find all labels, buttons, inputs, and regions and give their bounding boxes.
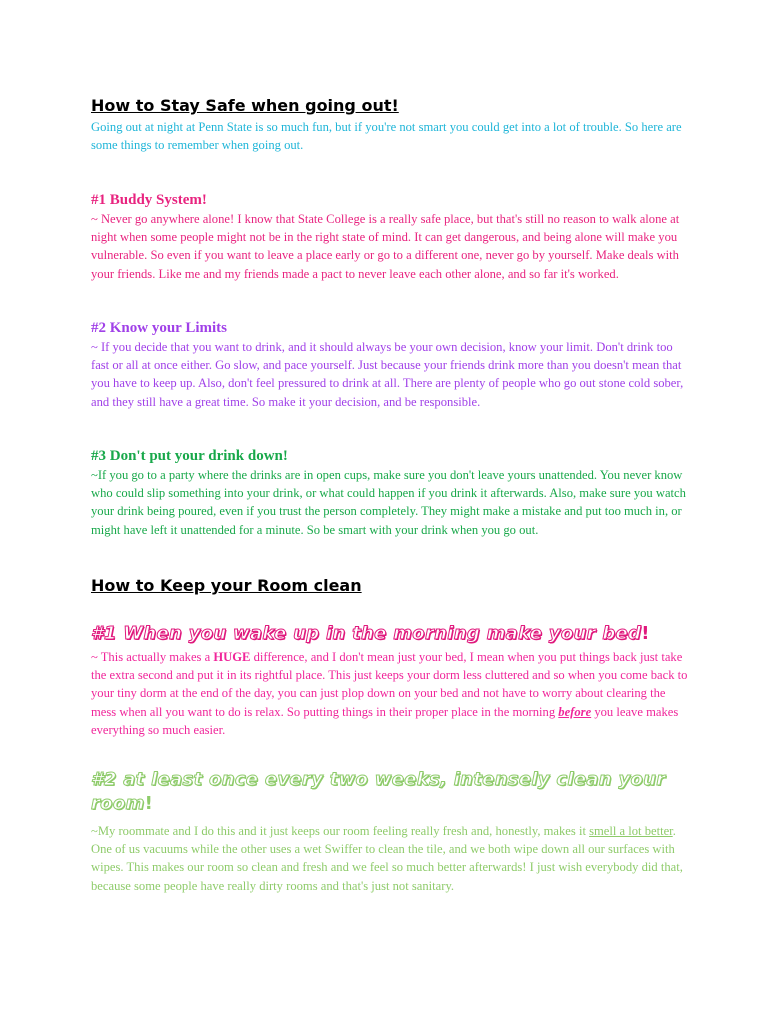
tip-know-limits (91, 319, 691, 411)
section-room (91, 576, 691, 596)
tip-clean-room (91, 768, 691, 895)
intro-paragraph: Going out at night at Penn State is so much fun, but if you're not smart you could get into a lot of trouble. So here are some things to remember when going out. (91, 120, 682, 153)
tip-text-part: difference, and I don't mean just your bed, I mean when you put things back just take the extra second and put it in its rightful place. This just keeps your dorm less cluttered and so when you come back to your tiny dorm at the end of the day, you can just plop down on your bed and not have to worry about clearing the mess when all you want to do is relax. So putting things in their proper place in the morning (91, 650, 688, 719)
tip-make-bed (91, 622, 691, 739)
tip-heading-text: #1 When you wake up in the morning make your bed (91, 623, 642, 644)
section-safety (91, 96, 691, 154)
tip-heading (91, 768, 671, 816)
tip-heading: #3 Don't put your drink down! (91, 448, 288, 464)
emphasis-huge: HUGE (213, 650, 251, 664)
tip-text (91, 648, 691, 739)
tip-text-part: ~My roommate and I do this and it just keeps our room feeling really fresh and, honestly, makes it (91, 824, 590, 838)
tip-text (91, 822, 691, 895)
tip-heading-text: #2 at least once every two weeks, intensely clean your room (91, 769, 666, 814)
tip-heading: #1 Buddy System! (91, 192, 207, 208)
section-title-room: How to Keep your Room clean (91, 576, 362, 595)
tip-heading: #2 Know your Limits (91, 320, 227, 336)
tip-heading (91, 622, 671, 646)
emphasis-before: before (558, 704, 592, 719)
tip-text-part: . One of us vacuums while the other uses a wet Swiffer to clean the tile, and we both wipe down all our surfaces with wipes. This makes our room so clean and fresh and we feel so much better afterwards! I just wish everybody did that, because some people have really dirty rooms and that's just not sanitary. (91, 824, 683, 893)
tip-heading-end: ! (144, 793, 154, 814)
emphasis-smell: smell a lot better (589, 824, 673, 838)
tip-drink-down (91, 447, 691, 539)
tip-text: ~If you go to a party where the drinks are in open cups, make sure you don't leave yours unattended. You never know who could slip something into your drink, or what could happen if you drink it afterwards. Also, make sure you watch your drink being poured, even if you trust the person completely. They might make a mistake and put too much in, or might have left it unattended for a minute. So be smart with your drink when you go out. (91, 468, 686, 537)
tip-heading-end: ! (641, 623, 650, 644)
tip-text-part: ~ This actually makes a (91, 650, 214, 664)
tip-text-part: you leave makes everything so much easier. (91, 704, 679, 737)
tip-text: ~ If you decide that you want to drink, and it should always be your own decision, know your limit. Don't drink too fast or all at once either. Go slow, and pace yourself. Just because your friends drink more than you doesn't mean that you have to keep up. Also, don't feel pressured to drink at all. There are plenty of people who go out stone cold sober, and they still have a great time. So make it your decision, and be responsible. (91, 340, 684, 409)
section-title-safety: How to Stay Safe when going out! (91, 96, 399, 115)
tip-text: ~ Never go anywhere alone! I know that State College is a really safe place, but that's still no reason to walk alone at night when some people might not be in the right state of mind. It can get dangerous, and being alone will make you vulnerable. So even if you want to leave a place early or go to a different one, never go by yourself. Make deals with your friends. Like me and my friends made a pact to never leave each other alone, and so far it's worked. (91, 212, 680, 281)
tip-buddy-system (91, 191, 691, 283)
